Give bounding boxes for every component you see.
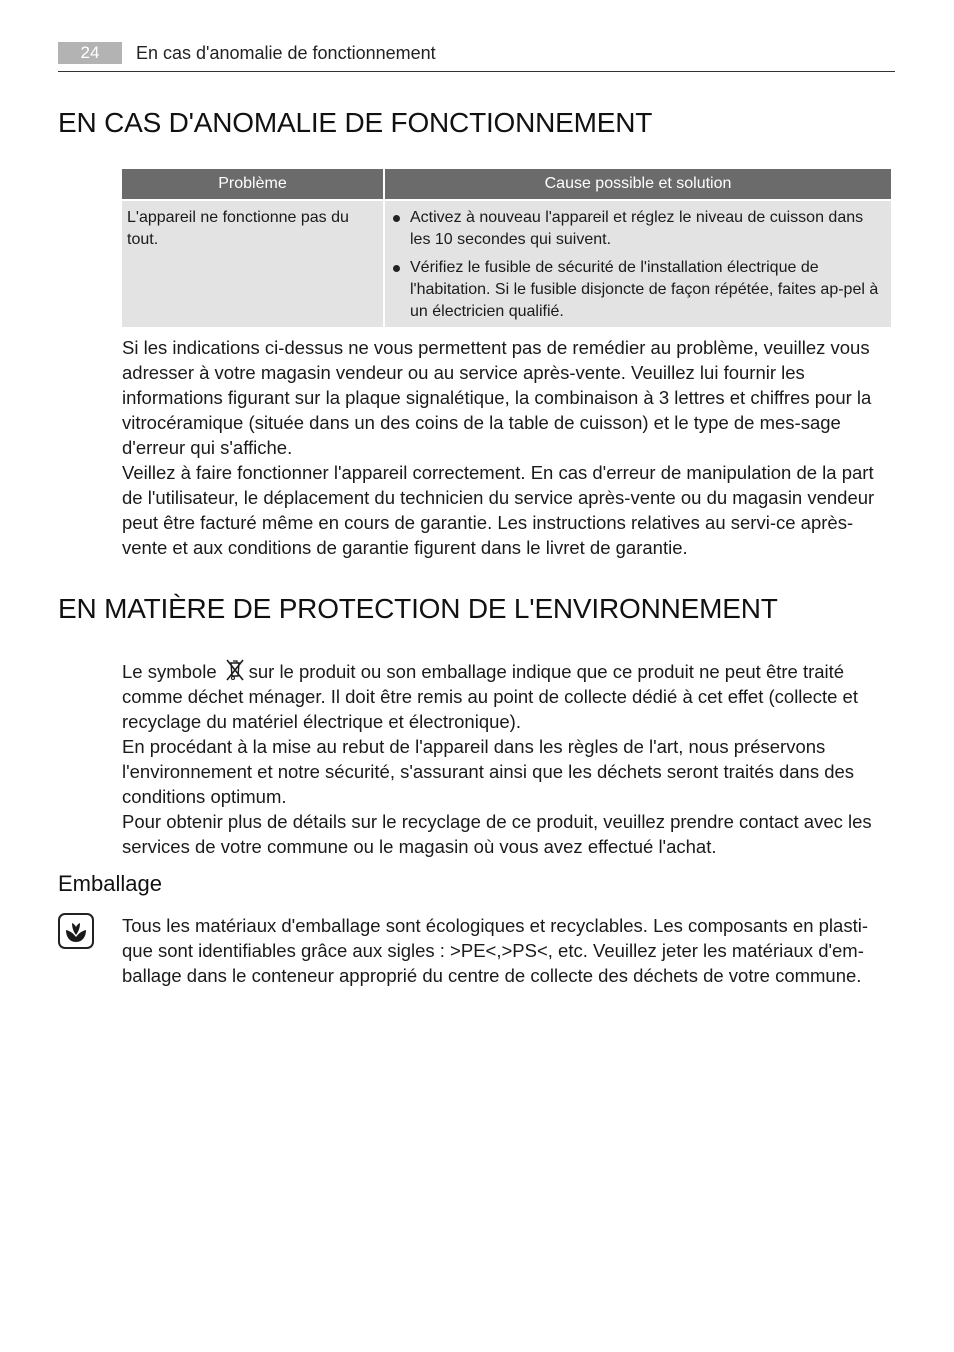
- page-header: [58, 40, 895, 72]
- paragraph: En procédant à la mise au rebut de l'appareil dans les règles de l'art, nous préservons l'environnement et notre sécurité, s'assurant ainsi que les déchets seront traités dans des conditions optimum.: [122, 736, 855, 807]
- troubleshooting-table: [120, 169, 893, 327]
- environment-paragraphs: [122, 658, 895, 859]
- paragraph: Si les indications ci-dessus ne vous permettent pas de remédier au problème, veuillez vous adresser à votre magasin vendeur ou au service après-vente. Veuillez lui fournir les informations figurant sur la plaque signalétique, la combinaison à 3 lettres et chiffres pour la vitrocéramique (située dans un des coins de la table de cuisson) et le type de mes-sage d'erreur qui s'affiche.: [122, 337, 872, 458]
- symbol-text-after: sur le produit ou son emballage indique que ce produit ne peut être traité comme déchet ménager. Il doit être remis au point de collecte dédié à cet effet (collecte et recyclage du matériel électrique et électronique).: [122, 661, 858, 732]
- solution-item: Activez à nouveau l'appareil et réglez le niveau de cuisson dans les 10 secondes qui suivent.: [390, 207, 885, 251]
- solution-item: Vérifiez le fusible de sécurité de l'installation électrique de l'habitation. Si le fusible disjoncte de façon répétée, faites ap-pel à un électricien qualifié.: [390, 257, 885, 323]
- paragraph: Veillez à faire fonctionner l'appareil correctement. En cas d'erreur de manipulation de la part de l'utilisateur, le déplacement du technicien du service après-vente ou du magasin vendeur peut être facturé même en cours de garantie. Les instructions relatives au servi-ce après-vente et aux conditions de garantie figurent dans le livret de garantie.: [122, 462, 875, 558]
- crossed-bin-icon: [223, 658, 247, 682]
- column-header-solution: Cause possible et solution: [385, 169, 891, 199]
- packaging-paragraph: [122, 913, 895, 988]
- running-title: En cas d'anomalie de fonctionnement: [136, 43, 436, 63]
- table-row: [122, 199, 891, 327]
- section-title-malfunction: EN CAS D'ANOMALIE DE FONCTIONNEMENT: [58, 107, 653, 138]
- section-title-environment: EN MATIÈRE DE PROTECTION DE L'ENVIRONNEMENT: [58, 593, 778, 624]
- paragraph: Pour obtenir plus de détails sur le recyclage de ce produit, veuillez prendre contact avec les services de votre commune ou le magasin où vous avez effectué l'achat.: [122, 811, 872, 857]
- recycling-packaging-icon: [58, 913, 94, 949]
- table-header-row: [122, 169, 891, 199]
- packaging-heading: Emballage: [58, 871, 162, 896]
- problem-cell: L'appareil ne fonctionne pas du tout.: [122, 199, 383, 327]
- solution-cell: [385, 199, 891, 327]
- page-number: 24: [58, 42, 122, 64]
- solution-list: [390, 207, 885, 323]
- paragraph: Tous les matériaux d'emballage sont écologiques et recyclables. Les composants en plasti-que sont identifiables grâce aux sigles : >PE<,>PS<, etc. Veuillez jeter les matériaux d'em-ballage dans le conteneur approprié du centre de collecte des déchets de votre commune.: [122, 915, 868, 986]
- symbol-text-before: Le symbole: [122, 661, 217, 682]
- service-paragraphs: [122, 335, 895, 560]
- column-header-problem: Problème: [122, 169, 383, 199]
- paragraph: [122, 658, 895, 734]
